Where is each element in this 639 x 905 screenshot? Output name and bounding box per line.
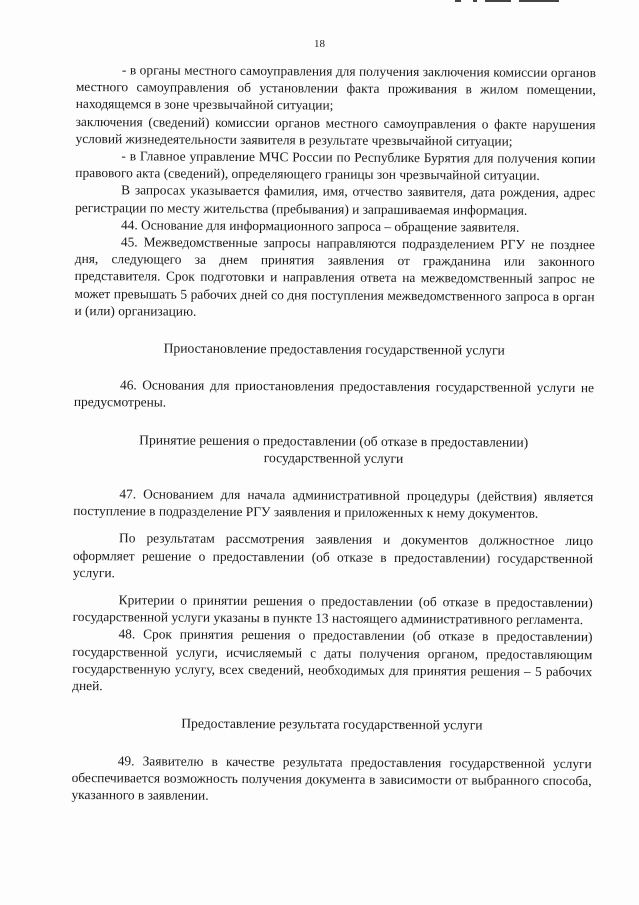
scan-artifact	[455, 0, 605, 6]
paragraph-48: 48. Срок принятия решения о предоставлении (об отказе в предоставлении) государственной услуги, исчисляемый с даты получения органом, предоставляющим государственную услугу, всех сведений, необходимых для принятия решения – 5 рабочих дней.	[72, 626, 593, 694]
paragraph-commission-conclusions: заключения (сведений) комиссии органов местного самоуправления о факте нарушения условий жизнедеятельности заявителя в результате чрезвычайной ситуации;	[75, 113, 596, 149]
paragraph-47: 47. Основанием для начала административной процедуры (действия) является поступление в подразделение РГУ заявления и приложенных к нему документов.	[73, 486, 594, 522]
section-heading-decision: Принятие решения о предоставлении (об отказе в предоставлении) государственной услуги	[139, 432, 529, 466]
section-heading-suspension: Приостановление предоставления государственной услуги	[163, 340, 505, 358]
page-number: 18	[314, 38, 325, 50]
section-heading-result: Предоставление результата государственной услуги	[181, 715, 483, 733]
paragraph-request-contents: В запросах указывается фамилия, имя, отчество заявителя, дата рождения, адрес регистрации по месту жительства (пребывания) и запрашиваемая информация.	[75, 182, 596, 218]
paragraph-44: 44. Основание для информационного запроса – обращение заявителя.	[120, 217, 520, 235]
document-body	[71, 61, 596, 806]
paragraph-mchs-request: - в Главное управление МЧС России по Республике Бурятия для получения копии правового акта (сведений), определяющего границы зон чрезвычайной ситуации.	[75, 148, 596, 184]
paragraph-criteria: Критерии о принятии решения о предоставлении (об отказе в предоставлении) государственной услуги указаны в пункте 13 настоящего административного регламента.	[72, 592, 593, 628]
paragraph-review-result: По результатам рассмотрения заявления и документов должностное лицо оформляет решение о предоставлении (об отказе в предоставлении) государственной услуги.	[72, 530, 594, 581]
paragraph-45: 45. Межведомственные запросы направляются подразделением РГУ не позднее дня, следующего за днем принятия заявления от гражданина или законного представителя. Срок подготовки и направления ответа на межведомственный запрос не может превышать 5 рабочих дней со дня поступления межведомственного запроса в орган и (или) организацию.	[74, 234, 595, 319]
paragraph-49: 49. Заявителю в качестве результата предоставления государственной услуги обеспечивается возможность получения документа в зависимости от выбранного способа, указанного в заявлении.	[71, 752, 592, 803]
paragraph-46: 46. Основания для приостановления предоставления государственной услуги не предусмотрены.	[73, 377, 595, 411]
paragraph-local-government: - в органы местного самоуправления для получения заключения комиссии органов местного самоуправления об установлении факта проживания в жилом помещении, находящемся в зоне чрезвычайной ситуации;	[75, 62, 596, 113]
